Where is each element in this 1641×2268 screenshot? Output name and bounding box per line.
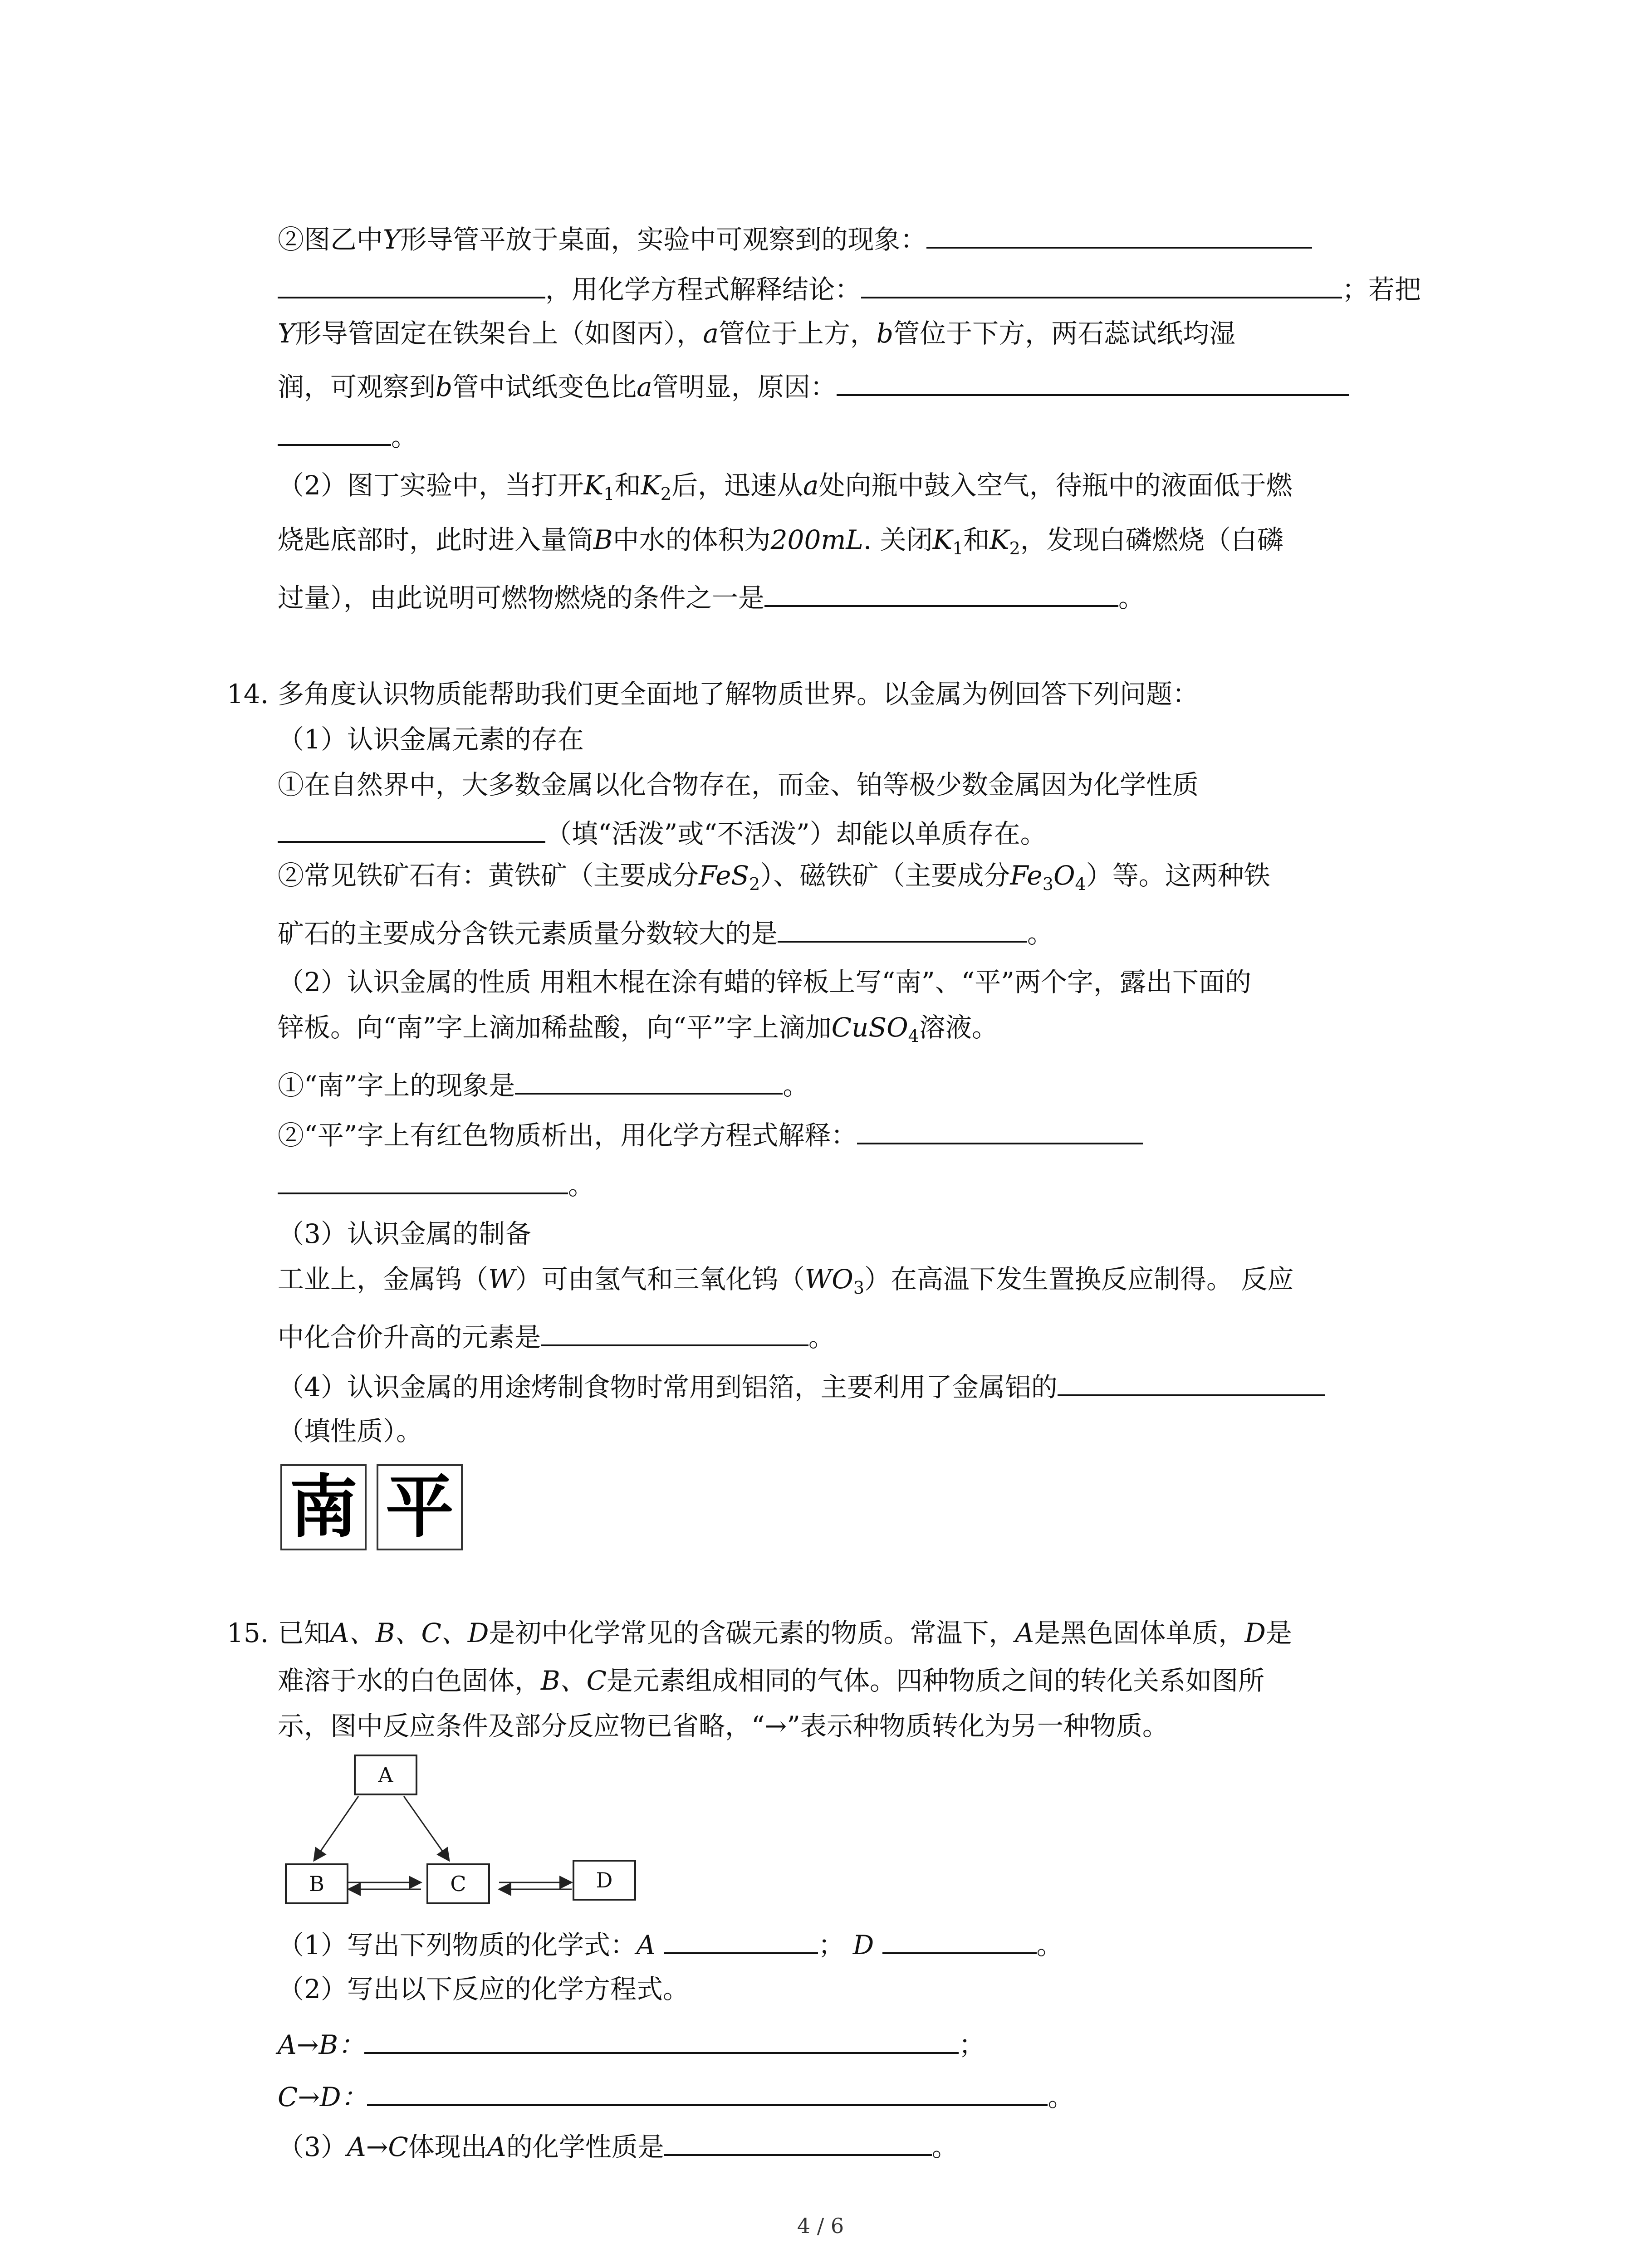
answer-blank[interactable] xyxy=(664,2125,932,2156)
text: 形导管固定在铁架台上（如图丙）， xyxy=(295,318,703,349)
text: 是 xyxy=(1265,1618,1292,1648)
text: 和 xyxy=(963,524,990,555)
text: 。 xyxy=(931,2131,958,2162)
q14-s2e xyxy=(278,1114,1143,1154)
question-number: 14. xyxy=(227,679,269,709)
page-number: 4 / 6 xyxy=(797,2214,844,2238)
q13-part2-line2 xyxy=(278,522,1283,567)
var-Y: Y xyxy=(278,318,295,349)
var-K: K xyxy=(989,524,1009,555)
node-label: A xyxy=(378,1763,393,1787)
text: ，发现白磷燃烧（白磷 xyxy=(1020,524,1283,555)
formula: Fe xyxy=(1010,860,1043,891)
q14-s2d xyxy=(278,1064,809,1104)
answer-blank[interactable] xyxy=(778,912,1027,943)
subscript: 2 xyxy=(660,484,671,504)
subscript: 1 xyxy=(952,538,964,558)
char-ping-image xyxy=(377,1464,463,1550)
text: （2）认识金属的性质 用粗木棍在涂有蜡的锌板上写“南”、“平”两个字，露出下面的 xyxy=(278,967,1251,997)
subscript: 4 xyxy=(1075,874,1086,894)
text: （1）认识金属元素的存在 xyxy=(278,724,584,755)
q14-s1a xyxy=(278,767,1199,803)
reaction-label: A→C xyxy=(347,2131,408,2162)
text: ②“平”字上有红色物质析出，用化学方程式解释： xyxy=(278,1120,857,1151)
formula: O xyxy=(1053,860,1075,891)
q14-s1b4 xyxy=(278,912,1053,952)
text: 管位于上方， xyxy=(718,318,877,349)
var-D: D xyxy=(1244,1618,1266,1648)
answer-blank[interactable] xyxy=(837,365,1349,396)
subscript: 3 xyxy=(853,1278,865,1298)
char-nan-image xyxy=(280,1464,367,1550)
arrow-A-B xyxy=(314,1796,358,1861)
q13-line5 xyxy=(278,415,417,455)
var-A: A xyxy=(636,1930,656,1960)
q14-s4b xyxy=(278,1413,422,1449)
text: 中水的体积为 xyxy=(612,524,771,555)
text: ①“南”字上的现象是 xyxy=(278,1070,515,1101)
node-label: C xyxy=(450,1872,466,1896)
var-K: K xyxy=(583,470,604,501)
text: ①在自然界中，大多数金属以化合物存在，而金、铂等极少数金属因为化学性质 xyxy=(278,769,1199,800)
text: 管中试纸变色比 xyxy=(452,371,637,402)
text: ）等。这两种铁 xyxy=(1086,860,1270,891)
answer-blank[interactable] xyxy=(882,1923,1037,1954)
var-A: A xyxy=(487,2131,506,2162)
var-Y: Y xyxy=(383,224,401,255)
text: 形导管平放于桌面，实验中可观察到的现象： xyxy=(400,224,927,255)
answer-blank[interactable] xyxy=(857,1114,1143,1144)
text: 锌板。向“南”字上滴加稀盐酸，向“平”字上滴加 xyxy=(278,1012,832,1043)
text: ）可由氢气和三氧化钨（ xyxy=(515,1264,805,1295)
var-B: B xyxy=(593,524,613,555)
text: 。 xyxy=(568,1170,595,1201)
q14-s1b xyxy=(278,857,1270,902)
var-K: K xyxy=(932,524,953,555)
q14-s2b xyxy=(278,1009,998,1054)
subscript: 2 xyxy=(1009,538,1020,558)
text: 。 xyxy=(391,421,418,452)
var-a: a xyxy=(803,470,819,501)
char-ping: 平 xyxy=(385,1468,454,1547)
char-nan: 南 xyxy=(289,1468,358,1547)
q14-s4 xyxy=(278,1365,1325,1405)
subscript: 1 xyxy=(603,484,615,504)
text: ②常见铁矿石有：黄铁矿（主要成分 xyxy=(278,860,699,891)
q15-line3 xyxy=(278,1708,1169,1744)
text: ）在高温下发生置换反应制得。 反应 xyxy=(864,1264,1294,1295)
text: ②图乙中 xyxy=(278,224,383,255)
text: 体现出 xyxy=(408,2131,487,2162)
q14-s1a2 xyxy=(278,812,1047,852)
text: . 关闭 xyxy=(863,524,933,555)
q14-s3 xyxy=(278,1216,531,1252)
text: 管明显，原因： xyxy=(652,371,837,402)
text: 管位于下方，两石蕊试纸均湿 xyxy=(893,318,1236,349)
formula: S xyxy=(731,860,749,891)
var-b: b xyxy=(436,371,453,402)
var-A: A xyxy=(1015,1618,1034,1648)
subscript: 4 xyxy=(908,1026,919,1046)
text: ，用化学方程式解释结论： xyxy=(545,274,862,305)
node-label: B xyxy=(309,1872,324,1896)
text: （填性质）。 xyxy=(278,1416,423,1447)
text: ； xyxy=(818,1930,845,1960)
q15-p2 xyxy=(278,1971,689,2007)
text: 。 xyxy=(1036,1930,1063,1960)
q14-s3b xyxy=(278,1315,835,1355)
q15-line1 xyxy=(278,1615,1292,1651)
text: 工业上，金属钨（ xyxy=(278,1264,489,1295)
answer-blank[interactable] xyxy=(364,2023,959,2054)
text: ；若把 xyxy=(1342,274,1421,305)
text: 烧匙底部时，此时进入量筒 xyxy=(278,524,594,555)
q13-line4 xyxy=(278,365,1349,405)
answer-blank[interactable] xyxy=(278,1163,568,1194)
text: （1）写出下列物质的化学式： xyxy=(278,1930,637,1960)
text: （2）图丁实验中，当打开 xyxy=(278,470,584,501)
var-a: a xyxy=(637,371,652,402)
text: 。 xyxy=(1048,2082,1074,2112)
text: 中化合价升高的元素是 xyxy=(278,1322,541,1353)
formula: CuSO xyxy=(831,1012,908,1043)
answer-blank[interactable] xyxy=(515,1064,783,1095)
answer-blank[interactable] xyxy=(278,415,391,446)
text: 。 xyxy=(783,1070,809,1101)
text: 和 xyxy=(614,470,641,501)
answer-blank[interactable] xyxy=(1058,1365,1325,1396)
text: 矿石的主要成分含铁元素质量分数较大的是 xyxy=(278,918,778,949)
reaction-label: A→B： xyxy=(278,2029,365,2060)
answer-blank[interactable] xyxy=(764,576,1118,607)
q13-part2-line3 xyxy=(278,576,1145,616)
text: ）、磁铁矿（主要成分 xyxy=(760,860,1010,891)
text: 多角度认识物质能帮助我们更全面地了解物质世界。以金属为例回答下列问题： xyxy=(278,679,1199,709)
q15-p1 xyxy=(278,1923,1063,1963)
text: ； xyxy=(959,2029,985,2060)
q14-s2e2 xyxy=(278,1163,594,1203)
var-D: D xyxy=(852,1930,874,1960)
text: 过量），由此说明可燃物燃烧的条件之一是 xyxy=(278,582,765,613)
q15-p3 xyxy=(278,2125,958,2165)
var-b: b xyxy=(876,318,894,349)
text: （4）认识金属的用途烤制食物时常用到铝箔，主要利用了金属铝的 xyxy=(278,1372,1058,1403)
answer-blank[interactable] xyxy=(926,218,1312,249)
volume: 200mL xyxy=(770,524,863,555)
text: （3）认识金属的制备 xyxy=(278,1218,531,1249)
q15-p2a xyxy=(278,2023,985,2063)
answer-blank[interactable] xyxy=(541,1315,808,1346)
text: 。 xyxy=(808,1322,835,1353)
subscript: 2 xyxy=(749,874,760,894)
node-C xyxy=(426,1863,490,1904)
text: 已知 xyxy=(278,1618,331,1648)
text: 润，可观察到 xyxy=(278,371,436,402)
text: 后，迅速从 xyxy=(671,470,803,501)
vars: B、C xyxy=(541,1665,607,1696)
var-K: K xyxy=(641,470,661,501)
q14-intro xyxy=(278,676,1199,712)
node-label: D xyxy=(596,1868,613,1892)
answer-blank[interactable] xyxy=(367,2075,1048,2106)
q14-s1 xyxy=(278,721,584,758)
text: 。 xyxy=(1118,582,1145,613)
answer-blank[interactable] xyxy=(861,268,1342,298)
q14-s2 xyxy=(278,964,1251,1000)
text: 处向瓶中鼓入空气，待瓶中的液面低于燃 xyxy=(818,470,1293,501)
formula: W xyxy=(488,1264,515,1295)
text: 溶液。 xyxy=(919,1012,998,1043)
var-a: a xyxy=(703,318,719,349)
answer-blank[interactable] xyxy=(664,1923,818,1954)
answer-blank[interactable] xyxy=(278,268,545,298)
node-D xyxy=(573,1860,636,1901)
reaction-label: C→D： xyxy=(278,2082,367,2112)
q13-part2-line1 xyxy=(278,467,1293,512)
text: （3） xyxy=(278,2131,347,2162)
q13-line1 xyxy=(278,218,1312,258)
question-number: 15. xyxy=(227,1618,269,1648)
text: 的化学性质是 xyxy=(506,2131,664,2162)
q15-number xyxy=(227,1615,269,1651)
q13-line3 xyxy=(278,315,1235,352)
text: 。 xyxy=(1027,918,1054,949)
text: （填“活泼”或“不活泼”）却能以单质存在。 xyxy=(545,818,1047,849)
text: 是初中化学常见的含碳元素的物质。常温下， xyxy=(489,1618,1015,1648)
text: 是元素组成相同的气体。四种物质之间的转化关系如图所 xyxy=(607,1665,1265,1696)
node-A xyxy=(354,1755,417,1795)
q13-line2 xyxy=(278,268,1421,308)
formula: Fe xyxy=(699,860,731,891)
vars: A、B、C、D xyxy=(330,1618,489,1648)
node-B xyxy=(285,1863,348,1904)
answer-blank[interactable] xyxy=(278,812,545,843)
subscript: 3 xyxy=(1042,874,1053,894)
q14-number xyxy=(227,676,269,712)
formula: WO xyxy=(804,1264,853,1295)
text: 是黑色固体单质， xyxy=(1034,1618,1245,1648)
text: （2）写出以下反应的化学方程式。 xyxy=(278,1974,689,2004)
arrow-A-C xyxy=(404,1796,449,1861)
q15-line2 xyxy=(278,1662,1264,1699)
text: 难溶于水的白色固体， xyxy=(278,1665,541,1696)
q14-s3a xyxy=(278,1261,1293,1306)
text: 示，图中反应条件及部分反应物已省略，“→”表示种物质转化为另一种物质。 xyxy=(278,1711,1169,1741)
q15-p2b xyxy=(278,2075,1074,2115)
